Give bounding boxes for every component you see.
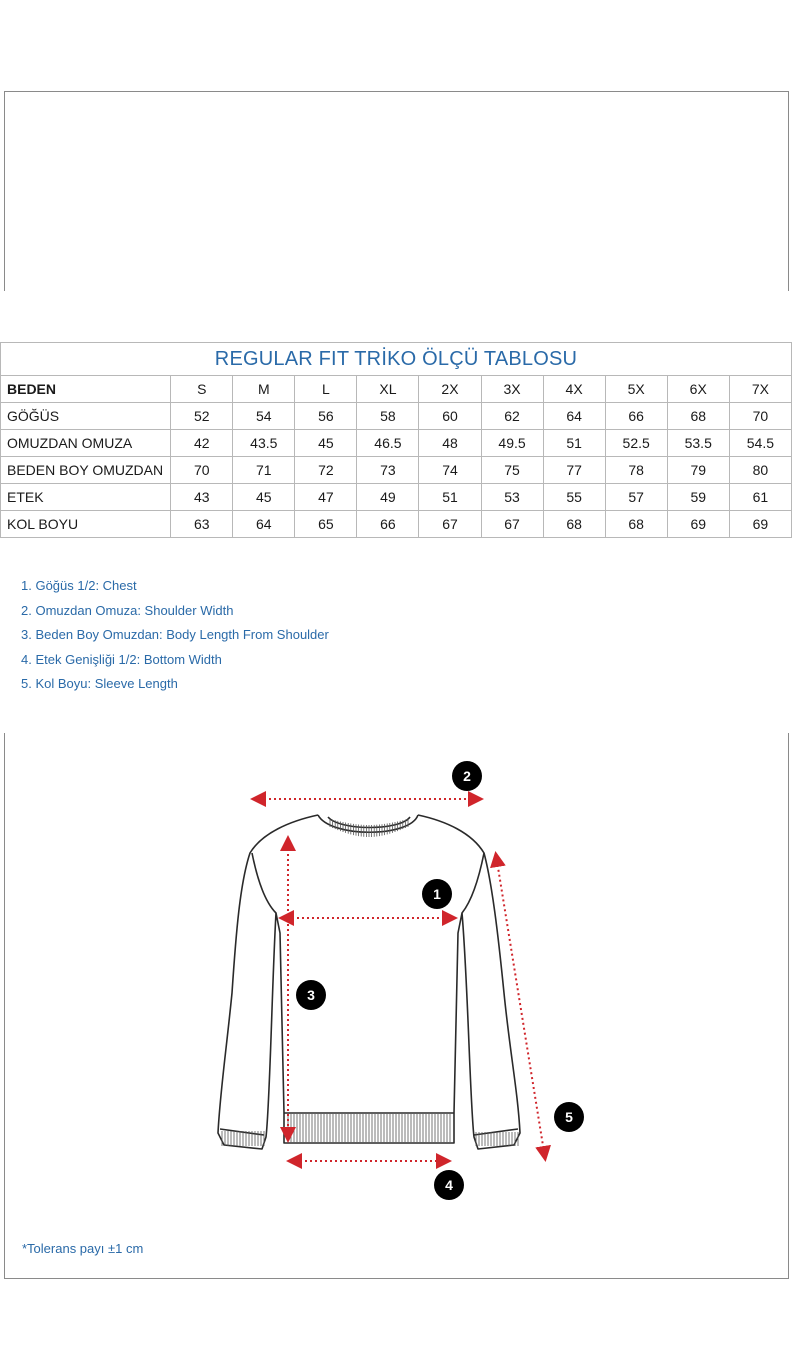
tolerance-note: *Tolerans payı ±1 cm (22, 1241, 144, 1256)
table-cell: 72 (295, 457, 357, 484)
row-label: GÖĞÜS (1, 403, 171, 430)
size-header-cell: 6X (667, 376, 729, 403)
legend-item-bottom-width: 4. Etek Genişliği 1/2: Bottom Width (21, 651, 222, 667)
table-cell: 52 (171, 403, 233, 430)
table-cell: 60 (419, 403, 481, 430)
table-cell: 61 (729, 484, 791, 511)
size-header-cell: 7X (729, 376, 791, 403)
table-cell: 79 (667, 457, 729, 484)
legend-item-body-length: 3. Beden Boy Omuzdan: Body Length From Shoulder (21, 627, 329, 642)
table-cell: 58 (357, 403, 419, 430)
table-cell: 63 (171, 511, 233, 538)
measurement-arrows (254, 799, 545, 1161)
table-cell: 43.5 (233, 430, 295, 457)
marker-1-label: 1 (433, 886, 441, 902)
table-cell: 53.5 (667, 430, 729, 457)
table-cell: 49.5 (481, 430, 543, 457)
table-cell: 78 (605, 457, 667, 484)
table-cell: 42 (171, 430, 233, 457)
size-chart-table (0, 342, 792, 538)
marker-2-label: 2 (463, 768, 471, 784)
table-cell: 53 (481, 484, 543, 511)
table-cell: 54 (233, 403, 295, 430)
legend-item-chest: 1. Göğüs 1/2: Chest (21, 578, 137, 593)
sweater-outline (218, 815, 520, 1149)
row-label: BEDEN BOY OMUZDAN (1, 457, 171, 484)
table-cell: 67 (419, 511, 481, 538)
table-cell: 43 (171, 484, 233, 511)
table-cell: 68 (667, 403, 729, 430)
row-label: OMUZDAN OMUZA (1, 430, 171, 457)
size-header-cell: M (233, 376, 295, 403)
table-cell: 68 (605, 511, 667, 538)
marker-3-label: 3 (307, 987, 315, 1003)
table-cell: 45 (295, 430, 357, 457)
top-empty-frame (4, 91, 789, 291)
table-cell: 68 (543, 511, 605, 538)
table-cell: 69 (729, 511, 791, 538)
table-cell: 71 (233, 457, 295, 484)
table-cell: 62 (481, 403, 543, 430)
table-cell: 80 (729, 457, 791, 484)
marker-5 (554, 1102, 584, 1132)
table-cell: 65 (295, 511, 357, 538)
table-cell: 45 (233, 484, 295, 511)
table-cell: 46.5 (357, 430, 419, 457)
table-row (1, 511, 792, 538)
size-header-cell: 2X (419, 376, 481, 403)
size-header-cell: L (295, 376, 357, 403)
marker-3 (296, 980, 326, 1010)
table-cell: 56 (295, 403, 357, 430)
table-cell: 70 (171, 457, 233, 484)
table-cell: 70 (729, 403, 791, 430)
table-cell: 48 (419, 430, 481, 457)
ribbing (222, 819, 518, 1146)
table-cell: 73 (357, 457, 419, 484)
table-cell: 77 (543, 457, 605, 484)
table-cell: 51 (419, 484, 481, 511)
table-title-row (1, 343, 792, 376)
table-cell: 47 (295, 484, 357, 511)
marker-5-label: 5 (565, 1109, 573, 1125)
marker-2 (452, 761, 482, 791)
table-cell: 52.5 (605, 430, 667, 457)
table-cell: 54.5 (729, 430, 791, 457)
measurement-legend (21, 576, 329, 699)
size-header-cell: 5X (605, 376, 667, 403)
marker-4 (434, 1170, 464, 1200)
table-cell: 66 (605, 403, 667, 430)
table-cell: 64 (233, 511, 295, 538)
table-title: REGULAR FIT TRİKO ÖLÇÜ TABLOSU (1, 343, 792, 376)
sweater-measurement-diagram (0, 733, 793, 1279)
marker-4-label: 4 (445, 1177, 453, 1193)
table-row (1, 457, 792, 484)
size-header-cell: 3X (481, 376, 543, 403)
table-row (1, 484, 792, 511)
table-cell: 64 (543, 403, 605, 430)
table-cell: 55 (543, 484, 605, 511)
legend-item-shoulder: 2. Omuzdan Omuza: Shoulder Width (21, 602, 234, 618)
legend-item-sleeve-length: 5. Kol Boyu: Sleeve Length (21, 676, 178, 691)
table-cell: 49 (357, 484, 419, 511)
size-header-cell: S (171, 376, 233, 403)
table-cell: 74 (419, 457, 481, 484)
table-cell: 75 (481, 457, 543, 484)
size-header-cell: 4X (543, 376, 605, 403)
size-header-cell: XL (357, 376, 419, 403)
table-cell: 57 (605, 484, 667, 511)
table-cell: 59 (667, 484, 729, 511)
row-label: ETEK (1, 484, 171, 511)
table-row (1, 430, 792, 457)
table-row (1, 403, 792, 430)
table-header-row (1, 376, 792, 403)
row-label: KOL BOYU (1, 511, 171, 538)
header-label: BEDEN (1, 376, 171, 403)
table-cell: 69 (667, 511, 729, 538)
arrow-sleeve-length (496, 855, 545, 1158)
marker-1 (422, 879, 452, 909)
table-cell: 66 (357, 511, 419, 538)
table-cell: 67 (481, 511, 543, 538)
table-cell: 51 (543, 430, 605, 457)
